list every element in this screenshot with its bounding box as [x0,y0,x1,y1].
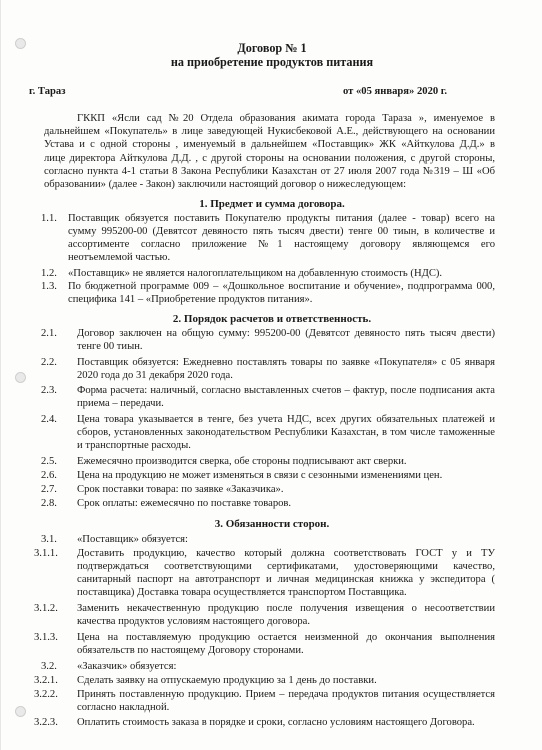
item-2-7-line: Срок поставки товара: по заявке «Заказчика». [77,484,284,495]
item-number: 3.1.2. [34,603,58,614]
intro-line: согласно пункта 4-1 статьи 8 Закона Республики Казахстан от 27 июля 2007 года №319 – Ш «Об [44,166,495,177]
item-number: 2.2. [41,357,57,368]
item-1-1-line: неотъемлемой частью. [68,252,171,263]
item-1-2-line: «Поставщик» не является налогоплательщиком на добавленную стоимость (НДС). [68,268,443,279]
intro-line: Устава и с одной стороны , именуемый в дальнейшем «Поставщик» ЖК «Айткулова Д.Д.» в [44,139,495,150]
item-3-1-1-line: санитарный паспорт на автотранспорт и личная медицинская книжка у экспедитора ( [77,574,495,585]
item-1-1-line: сумму 995200-00 (Девятсот девяносто пять тысяч двести) тенге 00 тиын, в количестве и [68,226,495,237]
item-number: 3.2.2. [34,689,58,700]
title-line-1: Договор № 1 [237,41,307,55]
contract-text [1,0,542,750]
item-3-1-1-line: Доставить продукцию, качество который должна соответствовать ГОСТ у и ТУ [77,548,495,559]
item-number: 3.2. [41,661,57,672]
item-2-4-line: Цена товара указывается в тенге, без учета НДС, всех других обязательных платежей и [77,414,495,425]
item-3-1-1-line: поставщика) Доставка товара осуществляется транспортом Поставщика. [77,587,407,598]
item-number: 1.1. [41,213,57,224]
item-number: 2.5. [41,456,57,467]
item-number: 3.1. [41,534,57,545]
item-number: 3.2.1. [34,675,58,686]
item-3-1-2-line: Заменить некачественную продукцию после получения извещения о несоответствии [77,603,495,614]
intro-line: ГККП «Ясли сад №20 Отдела образования акимата города Тараза », именуемое в [77,113,495,124]
item-number: 2.7. [41,484,57,495]
section-2-heading: 2. Порядок расчетов и ответственность. [172,313,372,325]
item-3-1-line: «Поставщик» обязуется: [77,534,188,545]
item-number: 2.8. [41,498,57,509]
item-3-1-2-line: качества продуктов условиям настоящего договора. [77,616,311,627]
item-number: 1.3. [41,281,57,292]
item-2-1-line: тенге 00 тиын. [77,341,143,352]
item-number: 3.1.1. [34,548,58,559]
item-2-4-line: и транспортные расходы. [77,440,191,451]
item-3-2-1-line: Сделать заявку на отпускаемую продукцию за 1 день до поставки. [77,675,377,686]
item-3-2-3-line: Оплатить стоимость заказа в порядке и сроки, согласно условиям настоящего Договора. [77,717,475,728]
item-2-3-line: Форма расчета: наличный, согласно выставленных счетов – фактур, после подписания акта [77,385,495,396]
section-1-heading: 1. Предмет и сумма договора. [199,198,345,210]
item-3-2-2-line: Принять поставленную продукцию. Прием – передача продуктов питания осуществляется [77,689,495,700]
contract-date: от «05 января» 2020 г. [343,86,448,97]
item-number: 3.1.3. [34,632,58,643]
item-1-1-line: Поставщик обязуется поставить Покупателю продукты питания (далее - товар) всего на [68,213,495,224]
item-2-2-line: 2020 года до 31 декабря 2020 года. [77,370,233,381]
item-3-1-3-line: обязательств по настоящему Договору сторонами. [77,645,304,656]
item-number: 2.4. [41,414,57,425]
item-2-8-line: Срок оплаты: ежемесячно по поставке товаров. [77,498,292,509]
item-1-3-line: специфика 141 – «Приобретение продуктов питания». [68,294,313,305]
item-2-4-line: сборов, установленных законодательством Республики Казахстан, в том числе таможенные [77,427,495,438]
intro-line: дальнейшем «Покупатель» в лице заведующей Нукисбековой А.Е., действующего на основании [44,126,495,137]
item-number: 3.2.3. [34,717,58,728]
item-2-1-line: Договор заключен на общую сумму: 995200-00 (Девятсот девяносто пять тысяч двести) [77,328,495,339]
item-3-2-line: «Заказчик» обязуется: [77,661,177,672]
item-1-1-line: ассортименте согласно приложение №1 настоящему договору являющемся его [68,239,495,250]
item-3-1-3-line: Цена на поставляемую продукцию остается неизменной до окончания выполнения [77,632,495,643]
intro-line: лице директора Айткулова Д.Д. , с другой стороны на основании положения, с другой стороны, [44,153,495,164]
item-2-5-line: Ежемесячно производится сверка, обе стороны подписывают акт сверки. [77,456,407,467]
item-2-6-line: Цена на продукцию не может изменяться в связи с сезонными изменениями цен. [77,470,443,481]
contract-place: г. Тараз [29,86,66,97]
title-line-2: на приобретение продуктов питания [170,55,374,69]
item-2-3-line: приема – передачи. [77,398,164,409]
intro-line: образовании» (далее - Закон) заключили настоящий договор о нижеследующем: [44,179,407,190]
item-2-2-line: Поставщик обязуется: Ежедневно поставлять товары по заявке «Покупателя» с 05 января [77,357,495,368]
item-number: 1.2. [41,268,57,279]
item-3-2-2-line: согласно накладной. [77,702,170,713]
item-1-3-line: По бюджетной программе 009 – «Дошкольное воспитание и обучение», подпрограмма 000, [68,281,495,292]
item-number: 2.1. [41,328,57,339]
item-3-1-1-line: подтверждаться соответствующими сертификатами, удостоверяющими качество, [77,561,495,572]
section-3-heading: 3. Обязанности сторон. [214,518,330,530]
item-number: 2.3. [41,385,57,396]
item-number: 2.6. [41,470,57,481]
